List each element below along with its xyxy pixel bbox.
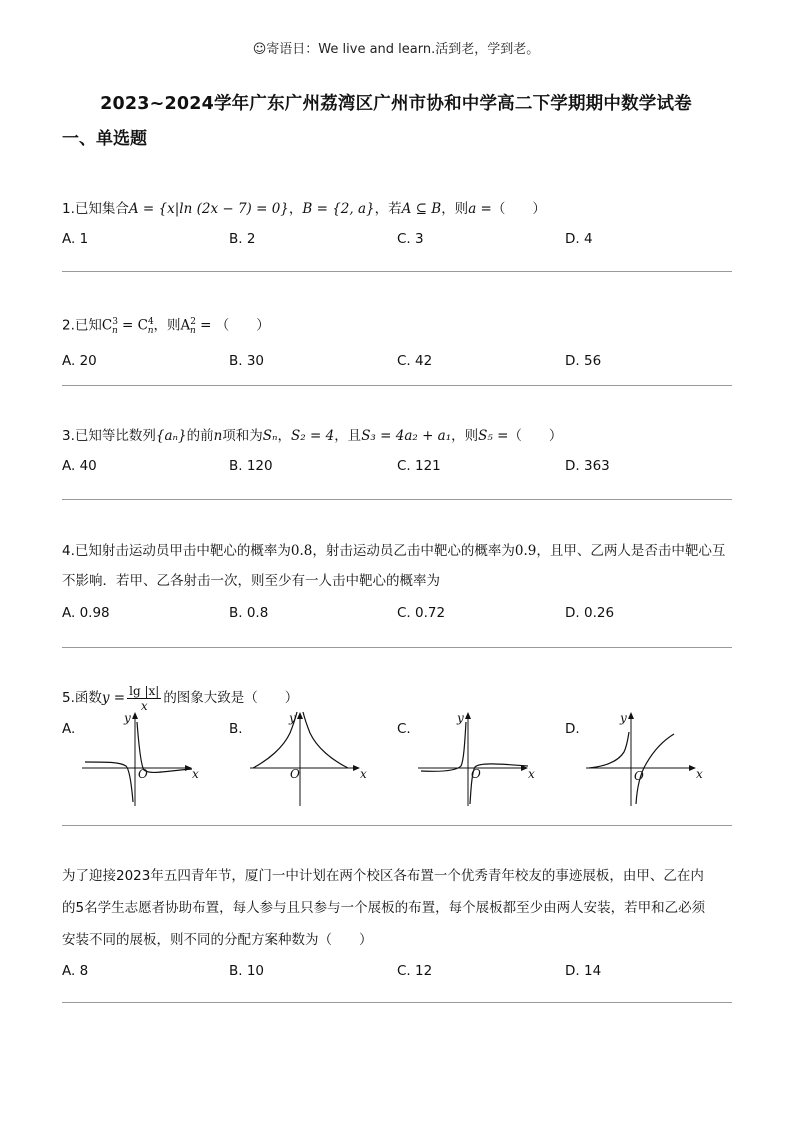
- curve-right: [137, 722, 192, 772]
- y-label: y: [457, 711, 464, 725]
- divider: [62, 385, 732, 386]
- question-2: [62, 307, 732, 376]
- x-label: x: [360, 767, 367, 781]
- option-a[interactable]: A. 40: [62, 458, 97, 474]
- option-c[interactable]: C. 3: [397, 231, 424, 247]
- question-6-options: [62, 956, 732, 986]
- question-4-stem-line1: 4.已知射击运动员甲击中靶心的概率为0.8，射击运动员乙击中靶心的概率为0.9，且甲、乙两人是否击中靶心互: [62, 543, 726, 559]
- x-label: x: [192, 767, 199, 781]
- graph-c[interactable]: [416, 708, 536, 808]
- divider: [62, 271, 732, 272]
- question-4-stem-line2: 不影响．若甲、乙各射击一次，则至少有一人击中靶心的概率为: [62, 573, 440, 589]
- option-a[interactable]: A. 1: [62, 231, 89, 247]
- divider: [62, 1002, 732, 1003]
- question-2-options: [62, 346, 732, 376]
- question-6-stem-line2: 的5名学生志愿者协助布置，每人参与且只参与一个展板的布置，每个展板都至少由两人安装，若甲和乙必须: [62, 900, 706, 916]
- option-d[interactable]: D. 363: [565, 458, 610, 474]
- y-label: y: [124, 711, 131, 725]
- curve-right: [303, 712, 348, 768]
- question-6: [62, 860, 732, 986]
- question-1: [62, 194, 732, 254]
- option-d[interactable]: D. 0.26: [565, 605, 615, 621]
- x-arrow-icon: [185, 765, 192, 771]
- question-3-stem: 3.已知等比数列{aₙ}的前n项和为Sₙ，S₂ = 4，且S₃ = 4a₂ + a₁，则S₅ =（ ）: [62, 428, 563, 444]
- option-a[interactable]: A. 20: [62, 353, 97, 370]
- option-b[interactable]: B. 2: [229, 231, 256, 247]
- option-b[interactable]: B. 10: [229, 963, 265, 979]
- option-b[interactable]: B. 30: [229, 353, 265, 370]
- fraction: $\frac{\lg |x|}{x}$: [129, 683, 160, 713]
- option-c[interactable]: C. 121: [397, 458, 441, 474]
- option-d[interactable]: D. 14: [565, 963, 602, 979]
- y-arrow-icon: [132, 712, 138, 719]
- option-a[interactable]: A. 8: [62, 963, 89, 979]
- graph-a[interactable]: [80, 708, 200, 808]
- curve-left: [589, 732, 629, 768]
- graph-b-label[interactable]: B.: [229, 721, 243, 737]
- x-label: x: [528, 767, 535, 781]
- x-arrow-icon: [353, 765, 360, 771]
- x-label: x: [696, 767, 703, 781]
- question-1-options: [62, 224, 732, 254]
- question-5-stem: 5.函数y = $\frac{\lg |x|}{x}$ 的图象大致是（ ）: [62, 683, 299, 713]
- option-c[interactable]: C. 12: [397, 963, 433, 979]
- option-b[interactable]: B. 0.8: [229, 605, 269, 621]
- question-4: [62, 536, 732, 628]
- y-arrow-icon: [297, 712, 303, 719]
- graph-d-label[interactable]: D.: [565, 721, 580, 737]
- question-6-stem-line3: 安装不同的展板，则不同的分配方案种数为（ ）: [62, 932, 373, 948]
- page-title: 2023~2024学年广东广州荔湾区广州市协和中学高二下学期期中数学试卷: [100, 94, 692, 114]
- question-3-options: [62, 451, 732, 481]
- origin-label: O: [634, 769, 644, 783]
- section-heading: 一、单选题: [62, 129, 147, 149]
- option-d[interactable]: D. 56: [565, 353, 602, 370]
- origin-label: O: [290, 767, 300, 781]
- motto: ☺寄语日：We live and learn.活到老，学到老。: [252, 42, 540, 57]
- question-6-stem-line1: 为了迎接2023年五四青年节，厦门一中计划在两个校区各布置一个优秀青年校友的事迹展板，由甲、乙在内: [62, 868, 704, 884]
- graph-c-label[interactable]: C.: [397, 721, 411, 737]
- question-2-stem: 2.已知$C^3_n = C^4_n$，则$A^2_n$ = （ ）: [62, 317, 270, 337]
- question-1-stem: 1.已知集合A = {x|ln (2x − 7) = 0}，B = {2, a}，若A ⊆ B，则a =（ ）: [62, 201, 546, 217]
- origin-label: O: [471, 767, 481, 781]
- option-d[interactable]: D. 4: [565, 231, 593, 247]
- curve-left: [421, 722, 466, 771]
- option-c[interactable]: C. 0.72: [397, 605, 446, 621]
- y-label: y: [289, 711, 296, 725]
- origin-label: O: [138, 767, 148, 781]
- y-arrow-icon: [628, 712, 634, 719]
- x-arrow-icon: [689, 765, 696, 771]
- graph-d[interactable]: [584, 708, 704, 808]
- y-arrow-icon: [465, 712, 471, 719]
- option-c[interactable]: C. 42: [397, 353, 433, 370]
- y-label: y: [620, 711, 627, 725]
- graph-b[interactable]: [248, 708, 368, 808]
- question-4-options: [62, 598, 732, 628]
- question-3: [62, 421, 732, 481]
- divider: [62, 647, 732, 648]
- divider: [62, 825, 732, 826]
- divider: [62, 499, 732, 500]
- graph-a-label[interactable]: A.: [62, 721, 76, 737]
- option-a[interactable]: A. 0.98: [62, 605, 110, 621]
- option-b[interactable]: B. 120: [229, 458, 273, 474]
